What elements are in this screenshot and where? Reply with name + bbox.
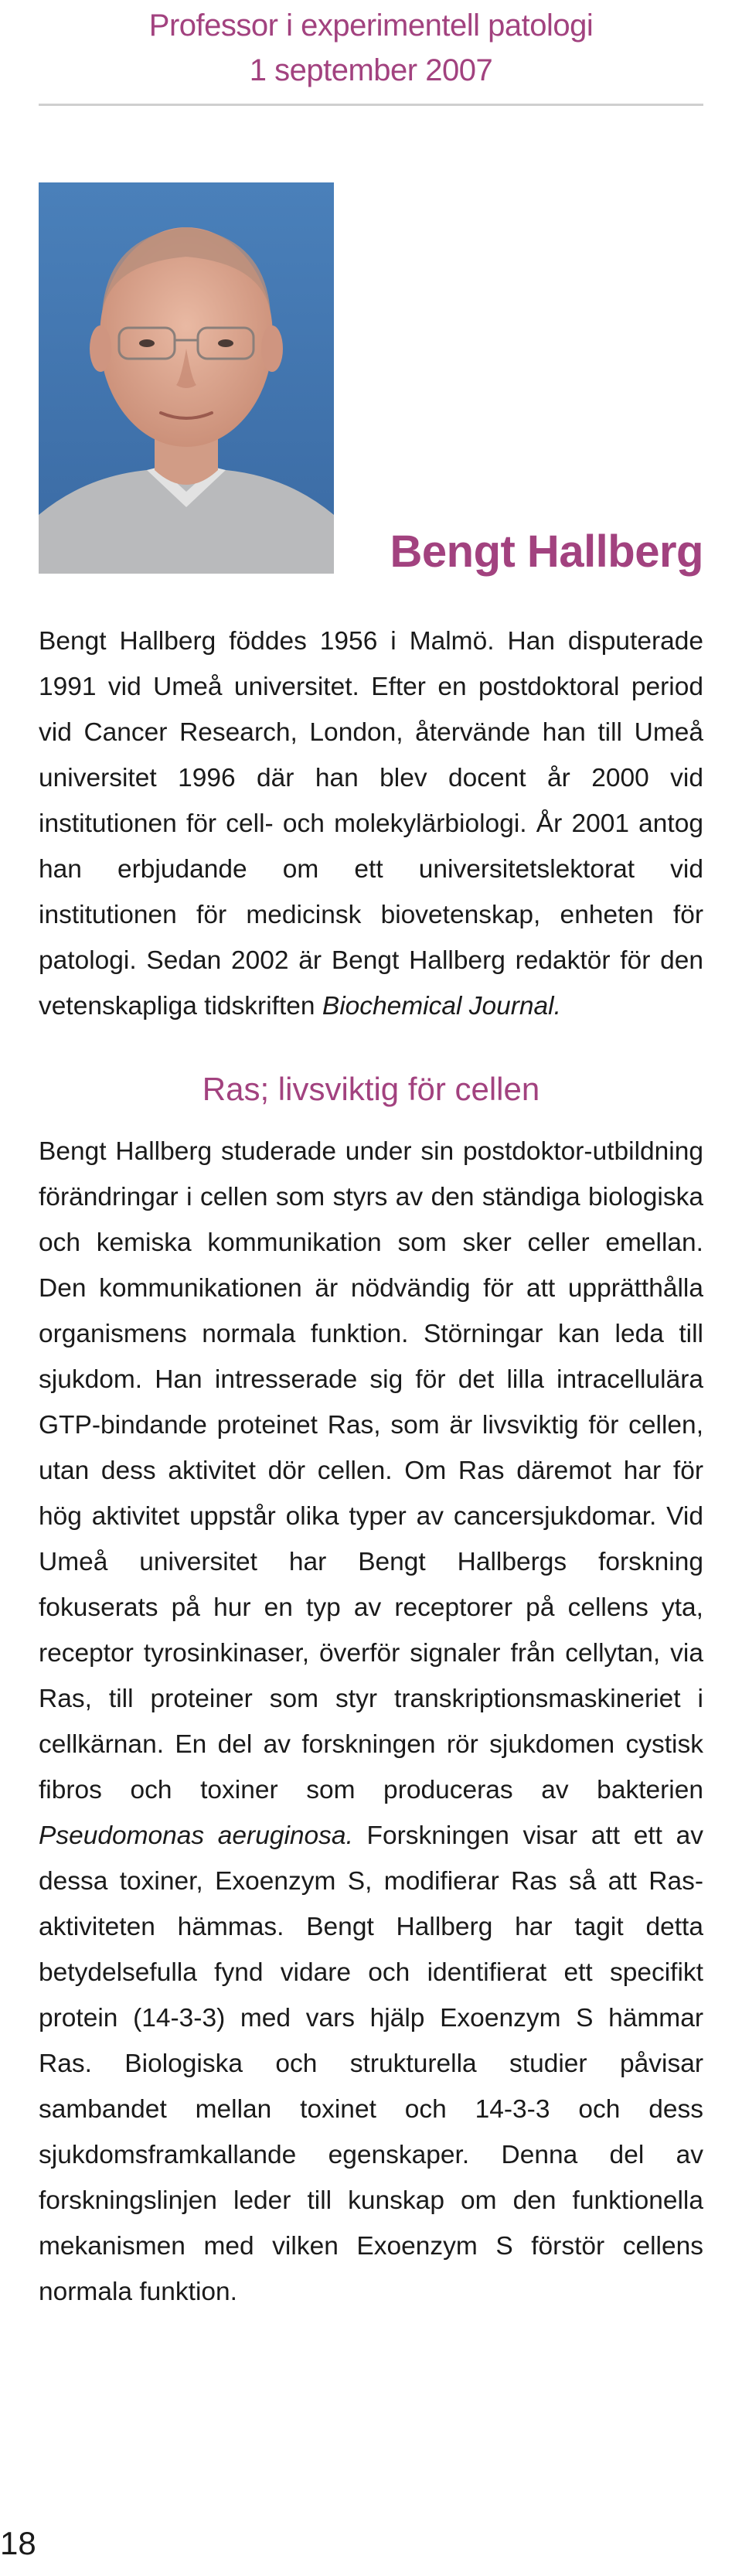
portrait-illustration	[39, 182, 334, 574]
section-heading: Ras; livsviktig för cellen	[202, 1071, 540, 1107]
portrait-photo	[39, 182, 334, 574]
header-divider	[39, 104, 703, 106]
journal-name: Biochemical Journal.	[322, 992, 561, 1021]
bacterium-name: Pseudomonas aeruginosa.	[39, 1821, 353, 1850]
person-name: Bengt Hallberg	[390, 526, 703, 577]
research-text: Bengt Hallberg studerade under sin postdoktor-utbildning förändringar i cellen som styrs av den ständiga biologiska och kemiska kommunikation som sker celler emellan. Den kommunikationen är nödvändig för att upprätthålla organismens normala funktion. Störningar kan leda till sjukdom. Han intresserade sig för det lilla intracellulära GTP-bindande proteinet Ras, som är livsviktig för cellen, utan dess aktivitet dör cellen. Om Ras däremot har för hög aktivitet uppstår olika typer av cancersjukdomar. Vid Umeå universitet har Bengt Hallbergs forskning fokuserats på hur en typ av receptorer på cellens yta, receptor tyrosinkinaser, överför signaler från cellytan, via Ras, till proteiner som styr transkriptionsmaskineriet i cellkärnan. En del av forskningen rör sjukdomen cystisk fibros och toxiner som produceras av bakterien	[39, 1137, 703, 1804]
header-title: Professor i experimentell patologi	[148, 9, 594, 43]
page-header	[39, 0, 703, 93]
page-number: 18	[0, 2525, 36, 2561]
bio-paragraph	[39, 618, 703, 1029]
research-text-end: Forskningen visar att ett av dessa toxiner, Exoenzym S, modifierar Ras så att Ras-aktiviteten hämmas. Bengt Hallberg har tagit detta betydelsefulla fynd vidare och identifierat ett specifikt protein (14-3-3) med vars hjälp Exoenzym S hämmar Ras. Biologiska och strukturella studier påvisar sambandet mellan toxinet och 14-3-3 och dess sjukdomsframkallande egenskaper. Denna del av forskningslinjen leder till kunskap om den funktionella mekanismen med vilken Exoenzym S förstör cellens normala funktion.	[39, 1821, 703, 2306]
header-date: 1 september 2007	[249, 53, 493, 87]
research-paragraph	[39, 1129, 703, 2315]
bio-text: Bengt Hallberg föddes 1956 i Malmö. Han disputerade 1991 vid Umeå universitet. Efter en postdoktoral period vid Cancer Research, London, återvände han till Umeå universitet 1996 där han blev docent år 2000 vid institutionen för cell- och molekylärbiologi. År 2001 antog han erbjudande om ett universitetslektorat vid institutionen för medicinsk biovetenskap, enheten för patologi. Sedan 2002 är Bengt Hallberg redaktör för den vetenskapliga tidskriften	[39, 627, 703, 1021]
